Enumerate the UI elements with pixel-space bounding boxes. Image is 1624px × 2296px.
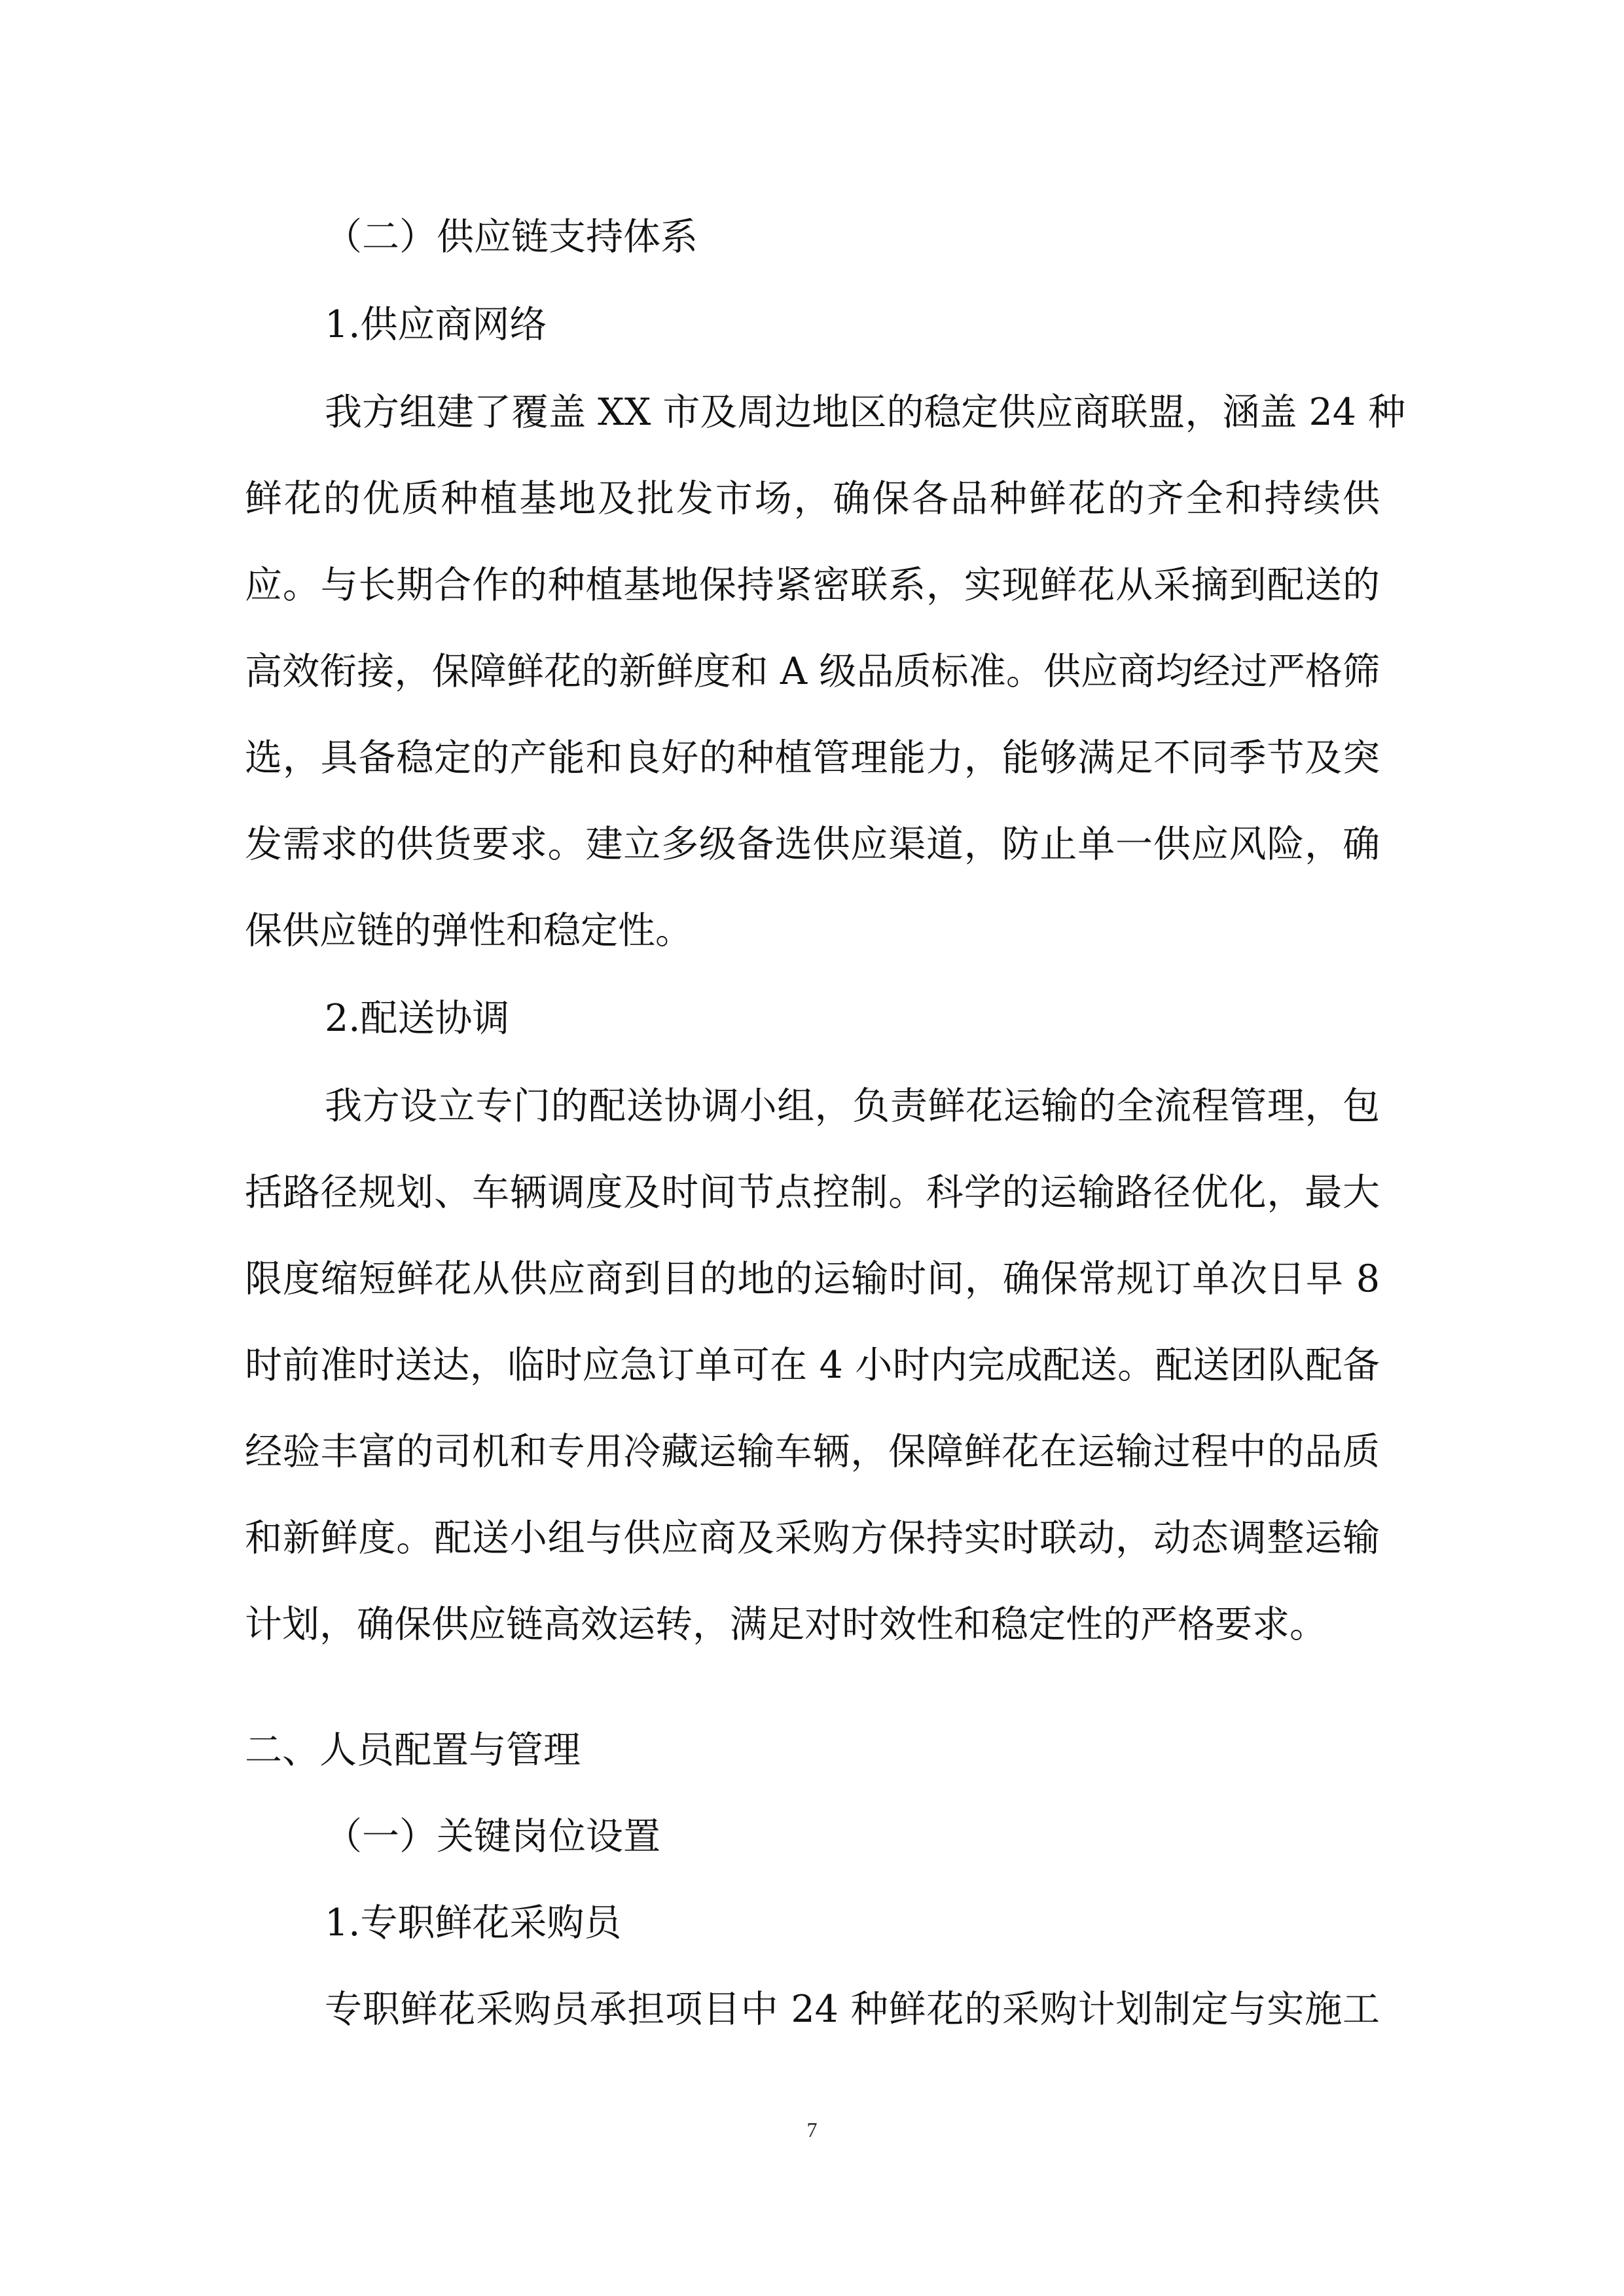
paragraph-line: 计划，确保供应链高效运转，满足对时效性和稳定性的严格要求。: [245, 1603, 1327, 1646]
paragraph-line: 应。与长期合作的种植基地保持紧密联系，实现鲜花从采摘到配送的: [245, 564, 1380, 607]
paragraph-line: 时前准时送达，临时应急订单可在 4 小时内完成配送。配送团队配备: [245, 1344, 1380, 1387]
paragraph-line: 经验丰富的司机和专用冷藏运输车辆，保障鲜花在运输过程中的品质: [245, 1430, 1380, 1473]
paragraph-line: 括路径规划、车辆调度及时间节点控制。科学的运输路径优化，最大: [245, 1171, 1380, 1214]
subheading-flower-buyer: 1.专职鲜花采购员: [325, 1901, 622, 1945]
section-heading-supply-chain: （二）供应链支持体系: [325, 215, 698, 259]
paragraph-line: 高效衔接，保障鲜花的新鲜度和 A 级品质标准。供应商均经过严格筛: [245, 650, 1380, 693]
paragraph-line: 选，具备稳定的产能和良好的种植管理能力，能够满足不同季节及突: [245, 736, 1380, 780]
paragraph-line: 和新鲜度。配送小组与供应商及采购方保持实时联动，动态调整运输: [245, 1516, 1380, 1560]
section-heading-key-positions: （一）关键岗位设置: [325, 1815, 660, 1858]
subheading-delivery-coordination: 2.配送协调: [325, 997, 510, 1040]
paragraph-line: 限度缩短鲜花从供应商到目的地的运输时间，确保常规订单次日早 8: [245, 1257, 1380, 1300]
paragraph-line: 专职鲜花采购员承担项目中 24 种鲜花的采购计划制定与实施工: [325, 1988, 1380, 2031]
paragraph-line: 保供应链的弹性和稳定性。: [245, 909, 693, 952]
paragraph-line: 我方组建了覆盖 XX 市及周边地区的稳定供应商联盟，涵盖 24 种: [325, 391, 1406, 434]
section-heading-staffing: 二、人员配置与管理: [245, 1729, 581, 1772]
paragraph-line: 鲜花的优质种植基地及批发市场，确保各品种鲜花的齐全和持续供: [245, 477, 1380, 520]
page-number: 7: [806, 2118, 818, 2142]
paragraph-line: 我方设立专门的配送协调小组，负责鲜花运输的全流程管理，包: [325, 1085, 1380, 1128]
paragraph-line: 发需求的供货要求。建立多级备选供应渠道，防止单一供应风险，确: [245, 823, 1380, 866]
subheading-supplier-network: 1.供应商网络: [325, 303, 547, 346]
